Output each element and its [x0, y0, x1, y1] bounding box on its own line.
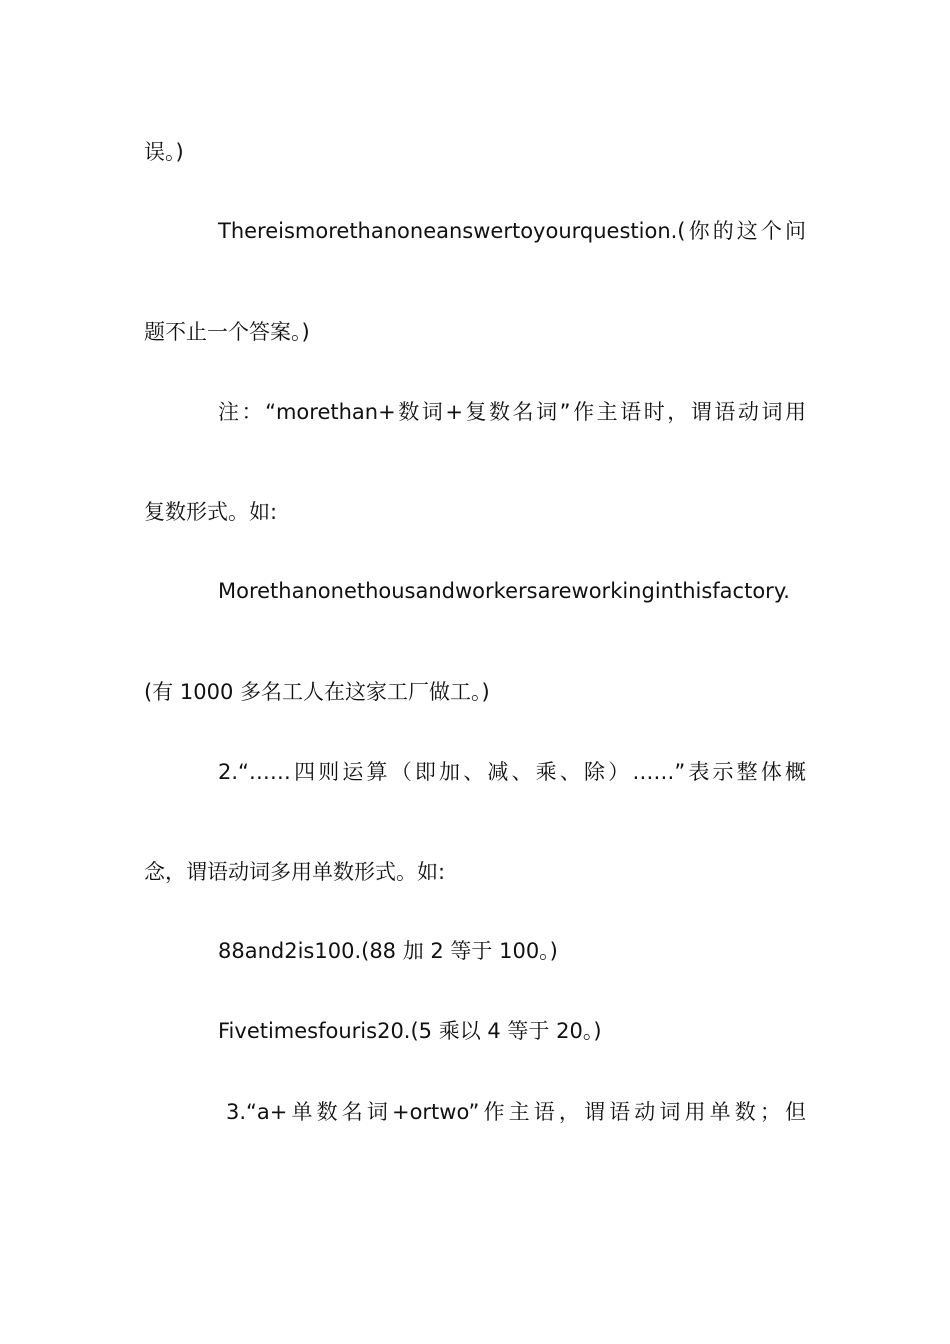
text-line: (有 1000 多名工人在这家工厂做工。)	[144, 680, 490, 704]
text-line: 88and2is100.(88 加 2 等于 100。)	[218, 939, 558, 963]
text-line: Fivetimesfouris20.(5 乘以 4 等于 20。)	[218, 1019, 602, 1043]
text-line: 注：“morethan+数词+复数名词”作主语时，谓语动词用	[218, 400, 806, 424]
text-line: Thereismorethanoneanswertoyourquestion.(你的这个问	[218, 219, 806, 243]
text-line: 误。)	[144, 140, 184, 164]
text-line: Morethanonethousandworkersareworkinginthisfactory.	[218, 579, 790, 603]
text-line: 题不止一个答案。)	[144, 320, 310, 344]
text-line: 2.“……四则运算（即加、减、乘、除）……”表示整体概	[218, 760, 806, 784]
text-line: 复数形式。如:	[144, 500, 278, 524]
text-line: 念，谓语动词多用单数形式。如:	[144, 860, 446, 884]
text-line: 3.“a+单数名词+ortwo”作主语，谓语动词用单数；但	[226, 1100, 806, 1124]
